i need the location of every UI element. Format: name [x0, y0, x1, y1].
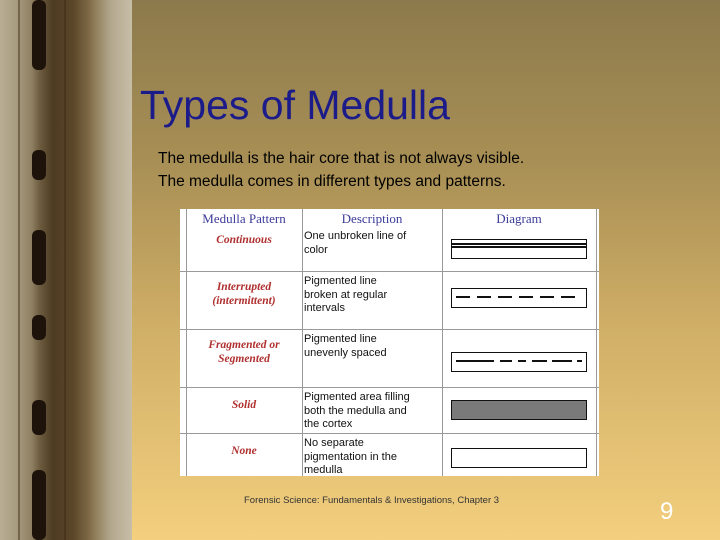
pattern-name: Continuous: [216, 234, 272, 246]
table-header-row: [180, 209, 599, 229]
medulla-segment: [32, 150, 46, 180]
body-text-line: The medulla is the hair core that is not always visible.: [158, 150, 525, 167]
medulla-segment: [32, 0, 46, 70]
medulla-segment: [32, 315, 46, 340]
pattern-name: Solid: [231, 399, 257, 411]
continuous-diagram: [451, 239, 587, 259]
table-row: [180, 387, 599, 433]
table-row: [180, 227, 599, 271]
footer-citation: Forensic Science: Fundamentals & Investigations, Chapter 3: [244, 495, 500, 506]
pattern-description: No separate pigmentation in the medulla: [304, 437, 397, 476]
header-diagram: Diagram: [496, 211, 542, 226]
medulla-segment: [32, 470, 46, 540]
table-row: [180, 433, 599, 476]
table-row: [180, 271, 599, 329]
none-diagram: [451, 448, 587, 468]
pattern-description: One unbroken line of color: [304, 230, 407, 256]
fragmented-diagram: [451, 352, 587, 372]
hair-edge: [18, 0, 20, 540]
pattern-name: Interrupted (intermittent): [212, 281, 276, 307]
pattern-name: None: [231, 445, 257, 457]
slide-title: Types of Medulla: [140, 82, 450, 128]
hair-microscope-image: [0, 0, 132, 540]
medulla-segment: [32, 230, 46, 285]
pattern-description: Pigmented line broken at regular intervals: [304, 275, 388, 314]
header-medulla-pattern: Medulla Pattern: [202, 211, 286, 226]
pattern-name: Fragmented or Segmented: [208, 339, 280, 365]
pattern-description: Pigmented line unevenly spaced: [304, 333, 387, 359]
medulla-segment: [32, 400, 46, 435]
table-row: [180, 329, 599, 387]
medulla-types-table: [180, 209, 599, 476]
header-description: Description: [341, 211, 403, 226]
page-number: 9: [660, 498, 674, 525]
pattern-description: Pigmented area filling both the medulla and the cortex: [304, 391, 410, 430]
body-text-line: The medulla comes in different types and patterns.: [158, 173, 506, 190]
interrupted-diagram: [451, 288, 587, 308]
hair-edge: [64, 0, 66, 540]
solid-diagram: [451, 400, 587, 420]
